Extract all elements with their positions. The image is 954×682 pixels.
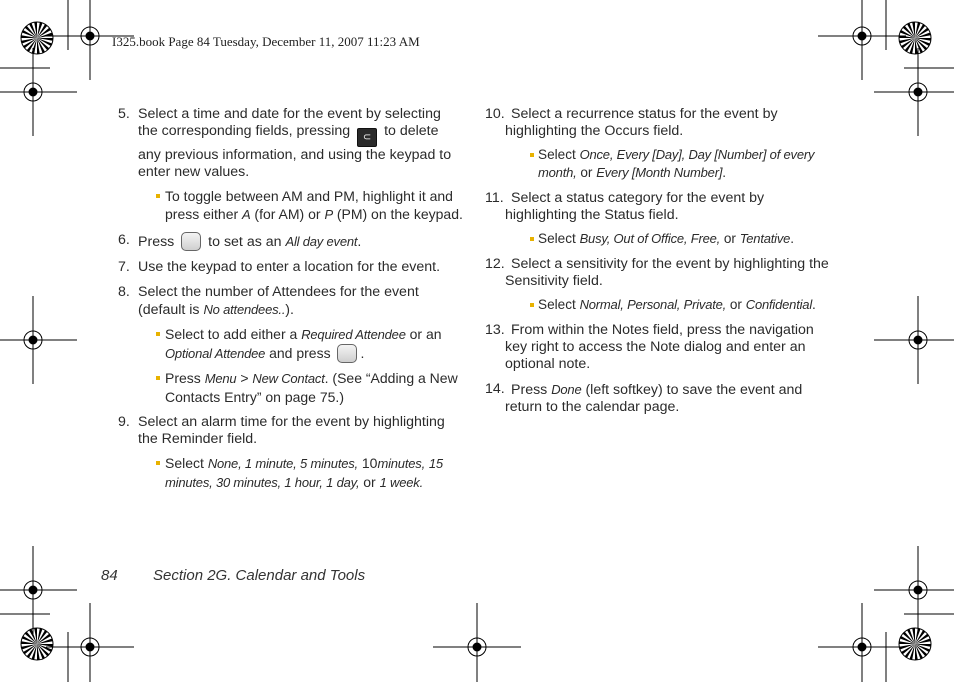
step-12: 12. Select a sensitivity for the event by highlighting the Sensitivity field. Select Normal, Personal, Private, or Confidential. [485, 256, 835, 314]
step-number: 8. [118, 284, 130, 300]
step-number: 5. [118, 106, 130, 122]
bullet-icon [530, 153, 534, 157]
print-header: I325.book Page 84 Tuesday, December 11, 2007 11:23 AM [112, 34, 420, 49]
step-number: 14. [485, 381, 505, 397]
step-5: 5. Select a time and date for the event by selecting the corresponding fields, pressing ⊂ to delete any previous information, and using the keypad to enter new values. To toggle between AM and PM, highlight it and press either A (for AM) or P (PM) on the keypad. [118, 106, 463, 222]
step-10: 10. Select a recurrence status for the event by highlighting the Occurs field. Select Once, Every [Day], Day [Number] of every month, or Every [Month Number]. [485, 106, 835, 182]
step-8-bullet-2: Press Menu > New Contact. (See “Adding a New Contacts Entry” on page 75.) [138, 369, 463, 406]
starburst-mark [899, 22, 931, 54]
step-7: 7. Use the keypad to enter a location for the event. [118, 259, 441, 275]
step-8: 8. Select the number of Attendees for the event (default is No attendees..). Select to add either a Required Attendee or an Optional Attendee and press . Press Menu > New Contact. (See “Adding a New Contacts Entry” on page 75.) [118, 284, 463, 406]
starburst-mark [21, 22, 53, 54]
crosshair-mark [0, 48, 77, 136]
step-13: 13. From within the Notes field, press the navigation key right to access the Note dialog and enter an optional note. [485, 322, 814, 372]
step-9: 9. Select an alarm time for the event by highlighting the Reminder field. Select None, 1 minute, 5 minutes, 10minutes, 15 minutes, 30 minutes, 1 hour, 1 day, or 1 week. [118, 414, 463, 492]
step-10-bullet: Select Once, Every [Day], Day [Number] of every month, or Every [Month Number]. [505, 146, 835, 182]
bullet-icon [156, 376, 160, 380]
back-key-icon: ⊂ [357, 128, 377, 147]
step-5-bullet: To toggle between AM and PM, highlight it and press either A (for AM) or P (PM) on the keypad. [138, 187, 463, 224]
right-column [485, 106, 835, 424]
crosshair-mark [0, 546, 77, 634]
step-number: 6. [118, 232, 130, 248]
step-14: 14. Press Done (left softkey) to save the event and return to the calendar page. [485, 381, 803, 415]
starburst-mark [899, 628, 931, 660]
starburst-mark [21, 628, 53, 660]
step-number: 11. [485, 190, 504, 206]
left-column [118, 106, 463, 500]
section-title: Section 2G. Calendar and Tools [153, 567, 366, 584]
crosshair-mark [874, 546, 954, 634]
step-11: 11. Select a status category for the event by highlighting the Status field. Select Busy, Out of Office, Free, or Tentative. [485, 190, 835, 248]
crosshair-mark [46, 603, 134, 682]
bullet-icon [530, 303, 534, 307]
crosshair-mark [818, 603, 906, 682]
step-number: 9. [118, 414, 130, 430]
crosshair-mark [818, 0, 906, 80]
crosshair-mark [874, 48, 954, 136]
step-number: 12. [485, 256, 505, 272]
step-6: 6. Press to set as an All day event. [118, 232, 362, 250]
crosshair-mark [433, 603, 521, 682]
page-number: 84 [101, 567, 118, 584]
bullet-icon [156, 461, 160, 465]
menu-ok-key-icon [337, 344, 357, 363]
step-12-bullet: Select Normal, Personal, Private, or Confidential. [505, 296, 835, 314]
step-8-bullet-1: Select to add either a Required Attendee or an Optional Attendee and press . [138, 325, 463, 363]
step-9-bullet: Select None, 1 minute, 5 minutes, 10minutes, 15 minutes, 30 minutes, 1 hour, 1 day, or 1 week. [138, 454, 463, 492]
step-number: 10. [485, 106, 505, 122]
bullet-icon [156, 194, 160, 198]
menu-ok-key-icon [181, 232, 201, 251]
bullet-icon [530, 237, 534, 241]
step-number: 13. [485, 322, 505, 338]
crosshair-mark [0, 296, 77, 384]
bullet-icon [156, 332, 160, 336]
step-11-bullet: Select Busy, Out of Office, Free, or Tentative. [505, 230, 835, 248]
crosshair-mark [874, 296, 954, 384]
step-number: 7. [118, 259, 130, 275]
